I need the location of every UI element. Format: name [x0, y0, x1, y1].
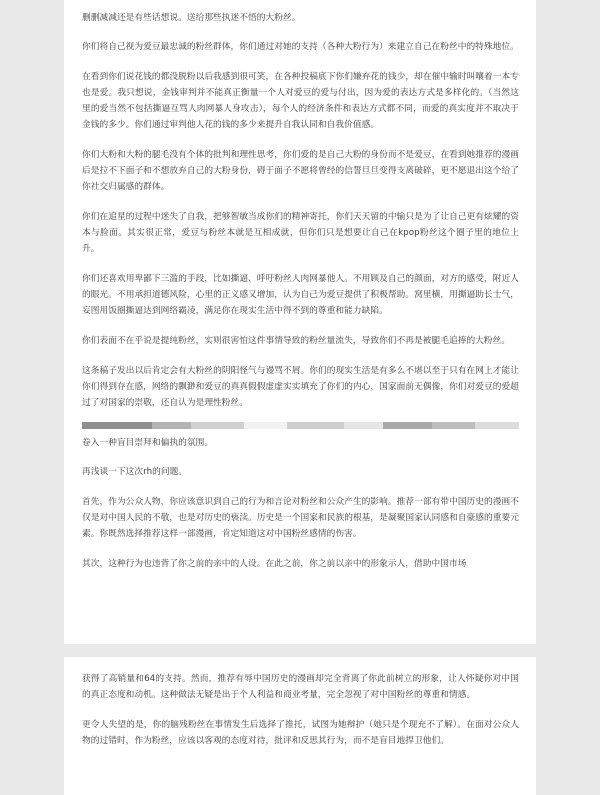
divider-segment — [432, 422, 476, 429]
divider-segment — [287, 422, 344, 429]
paragraph: 在看到你们说花钱的都没脱粉以后我感到很可笑，在各种投稿底下你们嫌弃花的钱少，却在催中输时叫嚷着一本专也是爱。我只想说，金钱审判并不能真正衡量一个人对爱豆的爱与付出，因为爱的表达方式是多样化的。（当然这里的爱当然不包括撕逼互骂人肉网暴人身攻击），每个人的经济条件和表达方式都不同，而爱的真实度并不取决于金钱的多少。你们通过审判他人花的钱的多少来提升自我认同和自我价值感。 — [82, 72, 519, 130]
redacted-divider-bar — [82, 421, 519, 429]
document-page-bottom — [64, 657, 536, 795]
divider-segment — [383, 422, 431, 429]
document-page-top — [64, 0, 536, 644]
paragraph: 你们大粉和大粉的腿毛没有个体的批判和理性思考，你们爱的是自己大粉的身份而不是爱豆，在看到她推荐的漫画后是拉不下面子和不想放弃自己的大粉身份，碍于面子不愿将曾经的信誓旦旦变得支离破碎，更不愿退出这个给了你社交归属感的群体。 — [82, 150, 519, 192]
divider-segment — [191, 422, 243, 429]
paragraph: 你们还喜欢用卑鄙下三滥的手段，比如撕逼、呼吁粉丝人肉网暴他人。不用顾及自己的颜面，对方的感受，附近人的眼光。不用承担道德风险，心里的正义感又增加，认为自己为爱豆提供了积极帮助。窝里横，用撕逼助长士气，妄图用饭圈撕逼达到网络霸凌，满足你在现实生活中得不到的尊重和能力缺陷。 — [82, 274, 519, 316]
paragraph: 更令人失望的是，你的脑残粉丝在事情发生后选择了推托，试图为她辩护（她只是个现充不了解）。在面对公众人物的过错时，作为粉丝，应该以客观的态度对待，批评和反思其行为，而不是盲目地捍卫他们。 — [82, 720, 519, 746]
paragraph: 再浅谈一下这次rh的问题。 — [82, 467, 188, 477]
paragraph: 你们在追星的过程中迷失了自我，把够智敏当成你们的精神寄托，你们天天留的中输只是为了让自己更有炫耀的资本与脸面。其实很正常，爱豆与粉丝本就是互相成就，但你们只是想要让自己在kpop粉丝这个圈子里的地位上升。 — [82, 212, 519, 254]
paragraph-intro: 删删减减还是有些话想说。送给那些执迷不悟的大粉丝。 — [82, 13, 301, 23]
paragraph: 这条稿子发出以后肯定会有大粉丝的阴阳怪气与谩骂不屑。你们的现实生活是有多么不堪以至于只有在网上才能让你们得到存在感，网络的飘渺和爱豆的真真假假虚虚实实填充了你们的内心，国家面前无偶像，你们对爱豆的爱超过了对国家的崇敬，还自认为是理性粉丝。 — [82, 366, 519, 408]
divider-segment — [475, 422, 519, 429]
divider-segment — [82, 422, 152, 429]
divider-segment — [344, 422, 383, 429]
divider-segment — [152, 422, 191, 429]
divider-segment — [244, 422, 288, 429]
paragraph: 你们表面不在乎说是提纯粉丝，实则很害怕这件事情导致的粉丝量流失，导致你们不再是被腿毛追捧的大粉丝。 — [82, 336, 511, 346]
paragraph: 首先，作为公众人物，你应该意识到自己的行为和言论对粉丝和公众产生的影响。推荐一部有带中国历史的漫画不仅是对中国人民的不敬，也是对历史的亵渎。历史是一个国家和民族的根基，是凝聚国家认同感和自豪感的重要元素。你既然选择推荐这样一部漫画，肯定知道这对中国粉丝感情的伤害。 — [82, 497, 519, 539]
paragraph: 你们将自己视为爱豆最忠诚的粉丝群体，你们通过对她的支持（各种大粉行为）来建立自己在粉丝中的特殊地位。 — [82, 42, 519, 52]
paragraph: 卷入一种盲目崇拜和偏执的氛围。 — [82, 438, 214, 448]
paragraph-continued: 获得了高销量和64的支持。然而，推荐有辱中国历史的漫画却完全背离了你此前树立的形象，让人怀疑你对中国的真正态度和动机。这种做法无疑是出于个人利益和商业考量，完全忽视了对中国粉丝的尊重和情感。 — [82, 674, 519, 700]
paragraph-cut-off: 其次，这种行为也违背了你之前的亲中的人设。在此之前，你之前以亲中的形象示人，借助中国市场 — [82, 559, 467, 569]
